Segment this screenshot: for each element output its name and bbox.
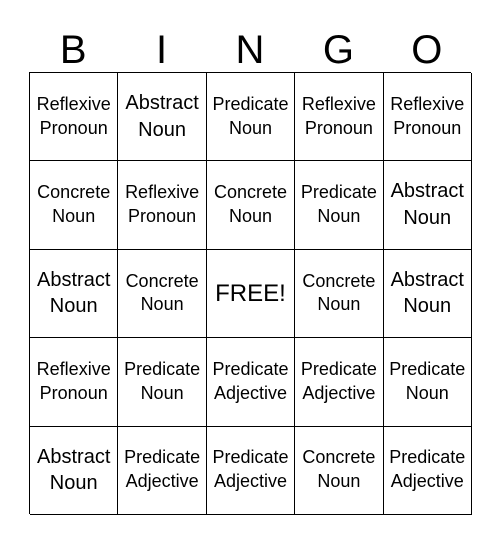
bingo-cell[interactable]: Reflexive Pronoun [118, 161, 206, 249]
bingo-cell[interactable]: Predicate Noun [118, 338, 206, 426]
bingo-cell[interactable]: Predicate Noun [384, 338, 472, 426]
header-letter-o: O [411, 28, 443, 72]
bingo-cell[interactable]: Concrete Noun [118, 250, 206, 338]
bingo-cell[interactable]: Abstract Noun [118, 73, 206, 161]
bingo-cell[interactable]: Predicate Adjective [384, 427, 472, 515]
bingo-cell[interactable]: Abstract Noun [384, 250, 472, 338]
header-letter-g: G [322, 28, 354, 72]
header-letter-i: I [156, 28, 168, 72]
free-space-cell[interactable]: FREE! [207, 250, 295, 338]
header-letter-n: N [235, 28, 265, 72]
bingo-header [29, 28, 471, 72]
bingo-cell[interactable]: Predicate Noun [207, 73, 295, 161]
bingo-cell[interactable]: Predicate Adjective [118, 427, 206, 515]
bingo-cell[interactable]: Reflexive Pronoun [30, 73, 118, 161]
header-letter-b: B [59, 28, 87, 72]
bingo-cell[interactable]: Concrete Noun [295, 427, 383, 515]
bingo-cell[interactable]: Predicate Adjective [207, 427, 295, 515]
bingo-cell[interactable]: Predicate Adjective [295, 338, 383, 426]
bingo-cell[interactable]: Concrete Noun [295, 250, 383, 338]
bingo-board [29, 72, 471, 514]
bingo-cell[interactable]: Abstract Noun [384, 161, 472, 249]
bingo-cell[interactable]: Concrete Noun [30, 161, 118, 249]
bingo-cell[interactable]: Predicate Noun [295, 161, 383, 249]
bingo-cell[interactable]: Abstract Noun [30, 427, 118, 515]
bingo-cell[interactable]: Abstract Noun [30, 250, 118, 338]
bingo-cell[interactable]: Predicate Adjective [207, 338, 295, 426]
bingo-cell[interactable]: Concrete Noun [207, 161, 295, 249]
bingo-cell[interactable]: Reflexive Pronoun [384, 73, 472, 161]
bingo-cell[interactable]: Reflexive Pronoun [30, 338, 118, 426]
bingo-cell[interactable]: Reflexive Pronoun [295, 73, 383, 161]
